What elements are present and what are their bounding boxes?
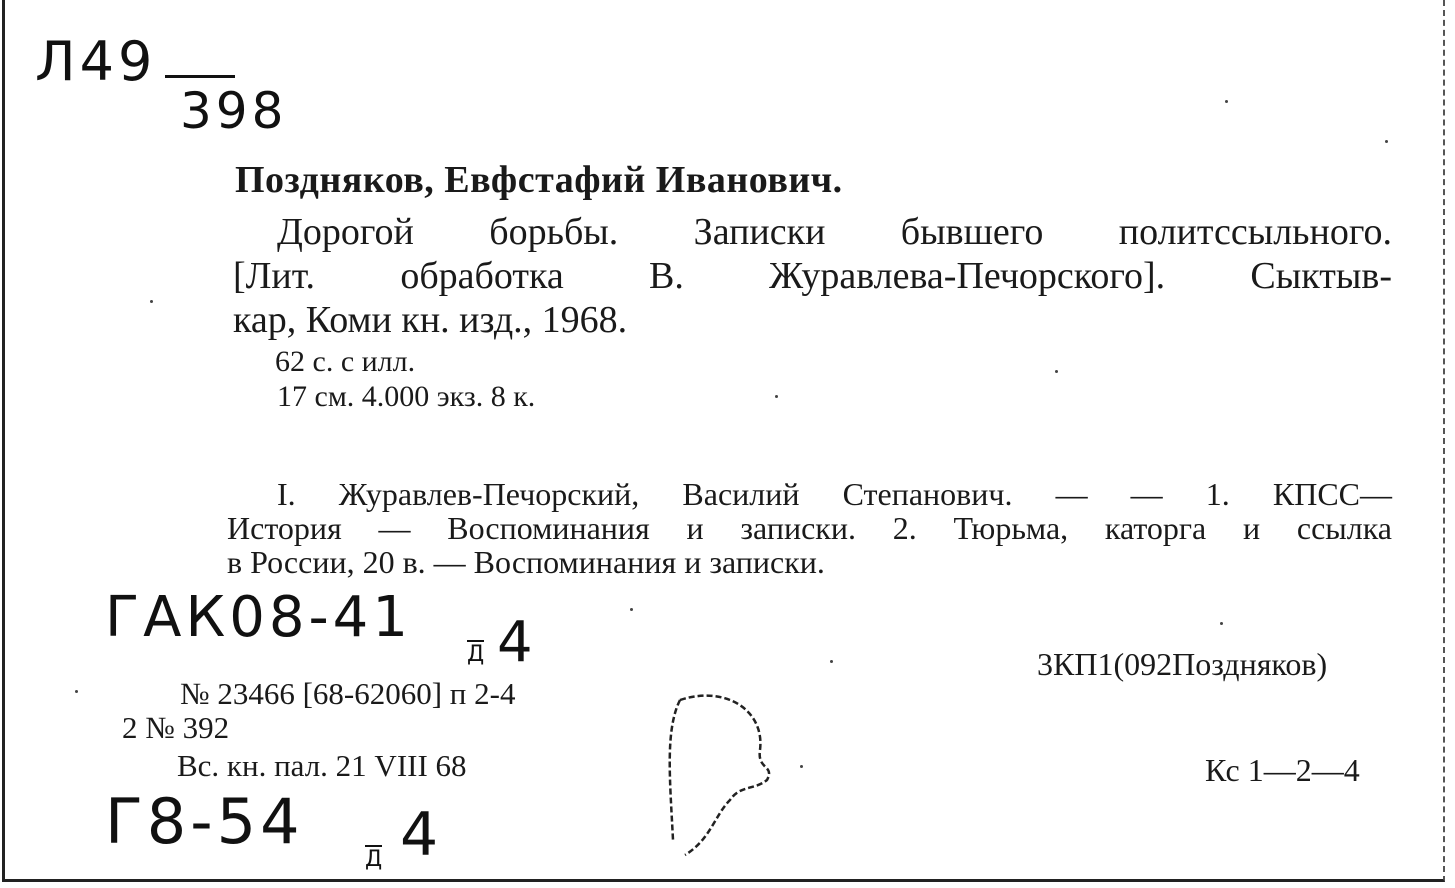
handwritten-gak-tail: 4	[497, 610, 537, 675]
card-number-2: 2 № 392	[122, 710, 230, 745]
handwritten-shelfmark-bottom: 398	[180, 82, 288, 140]
speck	[800, 765, 803, 768]
ks-code: Кс 1—2—4	[1205, 752, 1360, 788]
speck	[1225, 100, 1228, 103]
tracing-line-3: в России, 20 в. — Воспоминания и записки.	[227, 544, 825, 580]
handwritten-shelfmark-top: Л49	[35, 30, 157, 93]
tracing-line-2: История — Воспоминания и записки. 2. Тюрьма, каторга и ссылка	[227, 510, 1392, 546]
tracing-line-1: I. Журавлев-Печорский, Василий Степанович. — — 1. КПСС—	[277, 476, 1392, 512]
shelfmark-fraction-line	[165, 75, 235, 78]
speck	[150, 300, 153, 303]
title-line-1: Дорогой борьбы. Записки бывшего политссыльного.	[277, 211, 1392, 253]
pages-info: 62 с. с илл.	[275, 345, 416, 378]
title-line-3: кар, Коми кн. изд., 1968.	[233, 299, 628, 341]
handwritten-gak-sub: Д	[467, 642, 485, 667]
speck	[630, 608, 633, 611]
title-line-2: [Лит. обработка В. Журавлева-Печорского]. Сыктыв-	[233, 255, 1392, 297]
speck	[75, 690, 78, 693]
speck	[1385, 140, 1388, 143]
handwritten-g8-sub: Д	[365, 847, 383, 872]
speck	[775, 395, 778, 398]
speck	[1055, 370, 1058, 373]
handwritten-g8-tail: 4	[400, 800, 443, 870]
author-heading: Поздняков, Евфстафий Иванович.	[235, 159, 843, 201]
stamp-outline-icon	[655, 690, 795, 865]
speck	[1220, 622, 1223, 625]
card-number: № 23466 [68-62060] п 2-4	[180, 676, 516, 711]
speck	[830, 660, 833, 663]
format-info: 17 см. 4.000 экз. 8 к.	[277, 380, 536, 413]
book-chamber-line: Вс. кн. пал. 21 VIII 68	[177, 748, 467, 783]
handwritten-gak: ГАК08-41	[105, 585, 412, 650]
handwritten-g8: Г8-54	[105, 785, 304, 858]
catalog-card	[2, 0, 1445, 882]
classification-code: 3КП1(092Поздняков)	[1037, 646, 1328, 682]
